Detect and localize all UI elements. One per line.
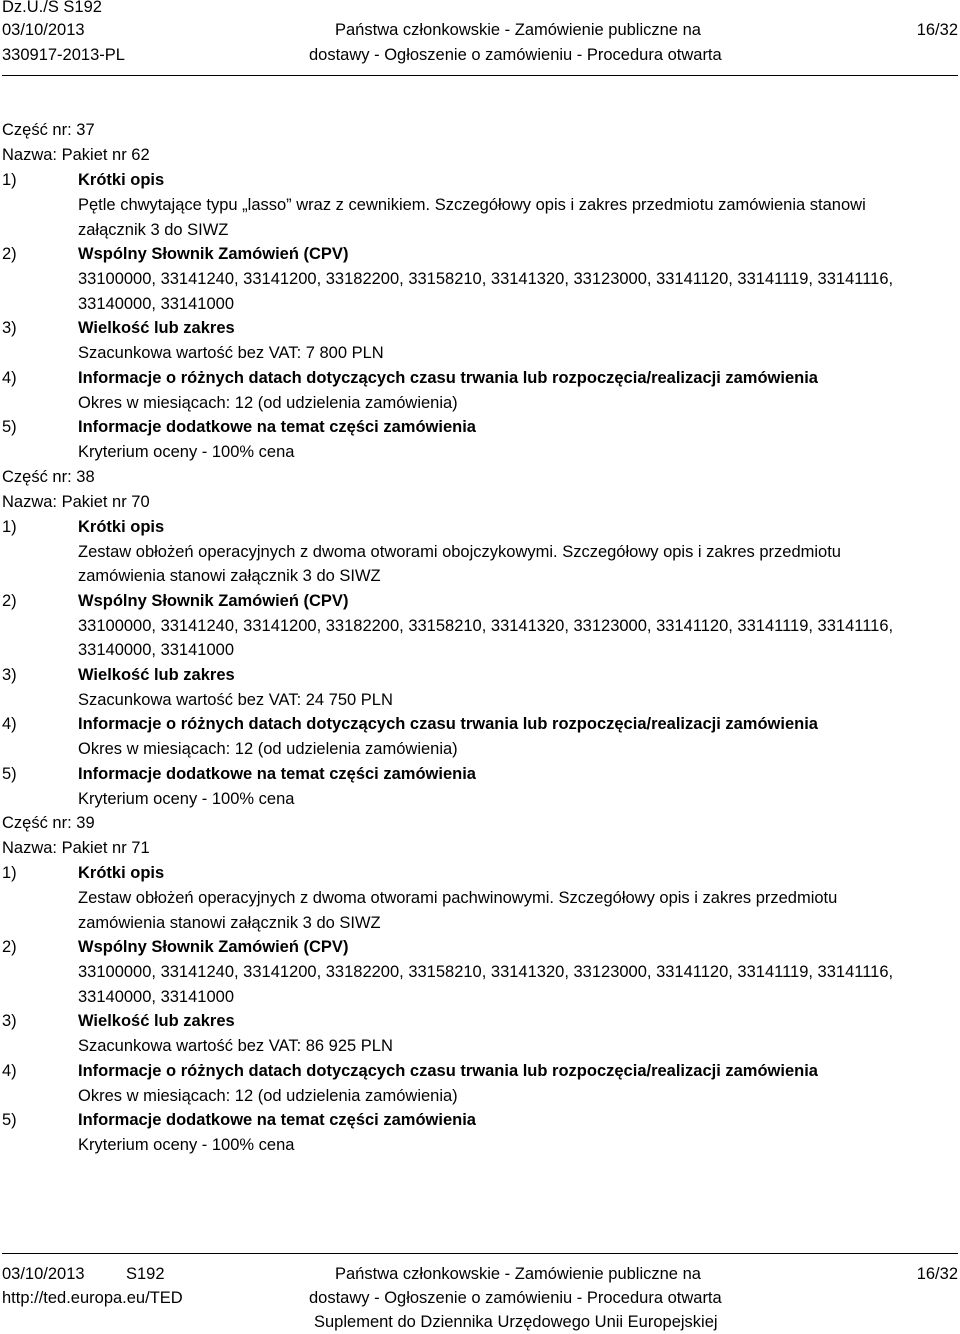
part-number: Część nr: 39 bbox=[2, 814, 95, 832]
section-number: 5) bbox=[2, 1111, 17, 1129]
part-section bbox=[2, 935, 958, 1009]
section-body bbox=[78, 663, 958, 713]
section-body bbox=[78, 515, 958, 589]
section-title: Informacje o różnych datach dotyczących czasu trwania lub rozpoczęcia/realizacji zamówienia bbox=[78, 1061, 818, 1080]
part-section bbox=[2, 366, 958, 416]
header-title-line2: dostawy - Ogłoszenie o zamówieniu - Procedura otwarta bbox=[309, 46, 722, 64]
header-title-line1: Państwa członkowskie - Zamówienie publiczne na bbox=[335, 21, 701, 39]
section-text: 33100000, 33141240, 33141200, 33182200, 33158210, 33141320, 33123000, 33141120, 33141119, 33141116, 33140000, 33141000 bbox=[78, 616, 894, 659]
section-body bbox=[78, 762, 958, 812]
footer-date: 03/10/2013 bbox=[2, 1265, 85, 1283]
header-rule bbox=[2, 75, 958, 76]
part-section bbox=[2, 712, 958, 762]
footer-url: http://ted.europa.eu/TED bbox=[2, 1289, 183, 1307]
part-section bbox=[2, 242, 958, 316]
part-number: Część nr: 38 bbox=[2, 467, 95, 486]
section-body bbox=[78, 242, 958, 316]
section-body bbox=[78, 712, 958, 762]
section-number: 3) bbox=[2, 665, 17, 684]
contract-part bbox=[2, 465, 958, 812]
footer-page-number: 16/32 bbox=[916, 1265, 958, 1283]
section-body bbox=[78, 861, 958, 935]
section-title: Krótki opis bbox=[78, 171, 165, 189]
part-number: Część nr: 37 bbox=[2, 121, 95, 139]
footer-title-line2: dostawy - Ogłoszenie o zamówieniu - Procedura otwarta bbox=[309, 1289, 722, 1307]
section-text: Okres w miesiącach: 12 (od udzielenia zamówienia) bbox=[78, 393, 458, 412]
section-title: Informacje dodatkowe na temat części zamówienia bbox=[78, 764, 476, 783]
section-text: Kryterium oceny - 100% cena bbox=[78, 443, 295, 461]
section-number: 1) bbox=[2, 171, 17, 189]
section-number: 2) bbox=[2, 591, 17, 610]
header-page-number: 16/32 bbox=[916, 21, 958, 39]
section-body bbox=[78, 1108, 958, 1158]
section-text: Kryterium oceny - 100% cena bbox=[78, 1136, 295, 1154]
section-title: Informacje dodatkowe na temat części zamówienia bbox=[78, 418, 476, 436]
section-title: Krótki opis bbox=[78, 864, 165, 882]
header-date: 03/10/2013 bbox=[2, 21, 85, 39]
header-doc-id: 330917-2013-PL bbox=[2, 46, 125, 64]
section-title: Wspólny Słownik Zamówień (CPV) bbox=[78, 591, 349, 610]
footer-rule bbox=[2, 1253, 958, 1254]
contract-part bbox=[2, 118, 958, 465]
section-body bbox=[78, 366, 958, 416]
section-title: Informacje dodatkowe na temat części zamówienia bbox=[78, 1111, 476, 1129]
part-section bbox=[2, 1108, 958, 1158]
section-number: 5) bbox=[2, 418, 17, 436]
part-section bbox=[2, 663, 958, 713]
section-body bbox=[78, 935, 958, 1009]
part-section bbox=[2, 589, 958, 663]
section-number: 4) bbox=[2, 715, 17, 733]
section-title: Informacje o różnych datach dotyczących czasu trwania lub rozpoczęcia/realizacji zamówienia bbox=[78, 715, 818, 733]
section-body bbox=[78, 1009, 958, 1059]
section-text: Kryterium oceny - 100% cena bbox=[78, 789, 295, 808]
section-text: Szacunkowa wartość bez VAT: 7 800 PLN bbox=[78, 344, 384, 362]
part-section bbox=[2, 415, 958, 465]
part-name: Nazwa: Pakiet nr 62 bbox=[2, 146, 150, 164]
document-body bbox=[2, 118, 958, 1158]
part-section bbox=[2, 168, 958, 242]
section-title: Wielkość lub zakres bbox=[78, 1012, 235, 1030]
part-section bbox=[2, 861, 958, 935]
section-number: 2) bbox=[2, 938, 17, 956]
section-body bbox=[78, 415, 958, 465]
section-number: 5) bbox=[2, 764, 17, 783]
section-number: 3) bbox=[2, 1012, 17, 1030]
section-text: Okres w miesiącach: 12 (od udzielenia zamówienia) bbox=[78, 740, 458, 758]
section-text: Zestaw obłożeń operacyjnych z dwoma otworami pachwinowymi. Szczegółowy opis i zakres przedmiotu zamówienia stanowi załącznik 3 do SIWZ bbox=[78, 889, 838, 932]
section-number: 1) bbox=[2, 864, 17, 882]
section-number: 4) bbox=[2, 368, 17, 387]
section-body bbox=[78, 589, 958, 663]
section-title: Wielkość lub zakres bbox=[78, 319, 235, 337]
part-name: Nazwa: Pakiet nr 71 bbox=[2, 839, 150, 857]
part-section bbox=[2, 1009, 958, 1059]
section-title: Krótki opis bbox=[78, 517, 165, 536]
section-title: Informacje o różnych datach dotyczących czasu trwania lub rozpoczęcia/realizacji zamówienia bbox=[78, 368, 818, 387]
section-title: Wielkość lub zakres bbox=[78, 665, 235, 684]
contract-part bbox=[2, 811, 958, 1158]
section-text: Pętle chwytające typu „lasso” wraz z cewnikiem. Szczegółowy opis i zakres przedmiotu zamówienia stanowi załącznik 3 do SIWZ bbox=[78, 196, 866, 239]
header-journal: Dz.U./S S192 bbox=[2, 0, 102, 16]
part-name: Nazwa: Pakiet nr 70 bbox=[2, 492, 150, 511]
section-number: 1) bbox=[2, 517, 17, 536]
section-text: 33100000, 33141240, 33141200, 33182200, 33158210, 33141320, 33123000, 33141120, 33141119, 33141116, 33140000, 33141000 bbox=[78, 963, 894, 1006]
footer-title-line1: Państwa członkowskie - Zamówienie publiczne na bbox=[335, 1265, 701, 1283]
section-text: Okres w miesiącach: 12 (od udzielenia zamówienia) bbox=[78, 1086, 458, 1105]
part-section bbox=[2, 316, 958, 366]
footer-title-line3: Suplement do Dziennika Urzędowego Unii Europejskiej bbox=[314, 1313, 718, 1331]
section-text: Szacunkowa wartość bez VAT: 86 925 PLN bbox=[78, 1037, 393, 1055]
section-body bbox=[78, 168, 958, 242]
section-text: Zestaw obłożeń operacyjnych z dwoma otworami obojczykowymi. Szczegółowy opis i zakres przedmiotu zamówienia stanowi załącznik 3 do SIWZ bbox=[78, 542, 841, 585]
footer-issue: S192 bbox=[126, 1265, 165, 1283]
section-text: 33100000, 33141240, 33141200, 33182200, 33158210, 33141320, 33123000, 33141120, 33141119, 33141116, 33140000, 33141000 bbox=[78, 270, 894, 313]
part-section bbox=[2, 515, 958, 589]
section-title: Wspólny Słownik Zamówień (CPV) bbox=[78, 938, 349, 956]
section-body bbox=[78, 1059, 958, 1109]
section-number: 4) bbox=[2, 1061, 17, 1080]
part-section bbox=[2, 762, 958, 812]
part-section bbox=[2, 1059, 958, 1109]
section-number: 2) bbox=[2, 245, 17, 263]
section-title: Wspólny Słownik Zamówień (CPV) bbox=[78, 245, 349, 263]
section-text: Szacunkowa wartość bez VAT: 24 750 PLN bbox=[78, 690, 393, 709]
section-body bbox=[78, 316, 958, 366]
section-number: 3) bbox=[2, 319, 17, 337]
